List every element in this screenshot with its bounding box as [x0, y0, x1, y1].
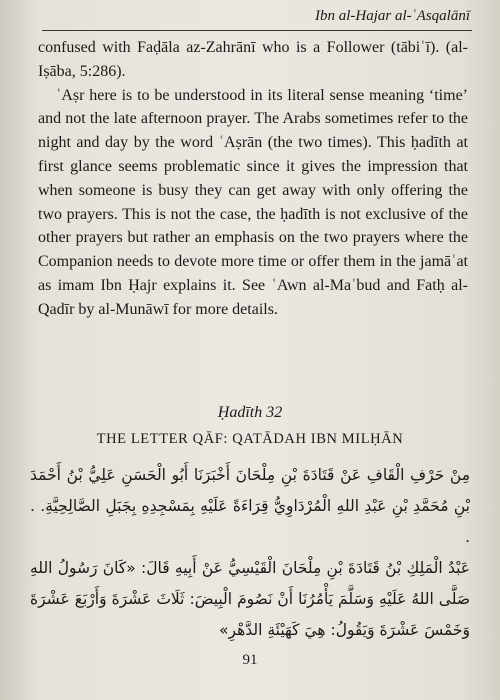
paragraph-asr-note: ʿAṣr here is to be understood in its literal sense meaning ‘time’ and not the late afternoon prayer. The Arabs sometimes refer to the night and day by the word ʿAṣrān (the two times). This ḥadīth at first glance seems problematic since it gives the impression that when someone is busy they can get away with only offering the two prayers. This is not the case, the ḥadīth is not exclusive of the other prayers but rather an emphasis on the two prayers where the Companion needs to devote more time or offer them in the jamāʿat as imam Ibn Ḥajr explains it. See ʿAwn al-Maʿbud and Fatḥ al-Qadīr by al-Munāwī for more details.	[38, 86, 468, 318]
arabic-isnad-line: مِنْ حَرْفِ الْقَافِ عَنْ قَتَادَةَ بْنِ مِلْحَانَ أَخْبَرَنَا أَبُو الْحَسَنِ عَلِيُّ بْنُ أَحْمَدَ بْنِ مُحَمَّدِ بْنِ عَبْدِ اللهِ الْمُرْدَاوِيُّ قِرَاءَةً عَلَيْهِ بِمَسْجِدِهِ بِجَبَلِ الصَّالِحِيَّةِ. . .	[30, 466, 470, 546]
arabic-matn-line: عَبْدُ الْمَلِكِ بْنُ قَتَادَةَ بْنِ مِلْحَانَ الْقَيْسِيُّ عَنْ أَبِيهِ قَالَ: «كَانَ رَسُولُ اللهِ صَلَّى اللهُ عَلَيْهِ وَسَلَّمَ يَأْمُرُنَا أَنْ نَصُومَ الْبِيضَ: ثَلَاثَ عَشْرَةَ وَأَرْبَعَ عَشْرَةَ وَخَمْسَ عَشْرَةَ وَيَقُولُ: هِيَ كَهَيْئَةِ الدَّهْرِ»	[30, 559, 470, 639]
header-rule	[42, 30, 472, 31]
running-header: Ibn al-Hajar al-ʿAsqalānī	[315, 8, 470, 24]
arabic-hadith-text	[30, 460, 470, 646]
page-number: 91	[242, 652, 258, 668]
hadith-number: Ḥadīth 32	[217, 404, 283, 421]
paragraph-continuation: confused with Faḍāla az-Zahrānī who is a Follower (tābiʿī). (al-Iṣāba, 5:286).	[38, 39, 468, 80]
body-text	[38, 36, 468, 322]
hadith-title: THE LETTER QĀF: QATĀDAH IBN MILḤĀN	[96, 431, 404, 447]
